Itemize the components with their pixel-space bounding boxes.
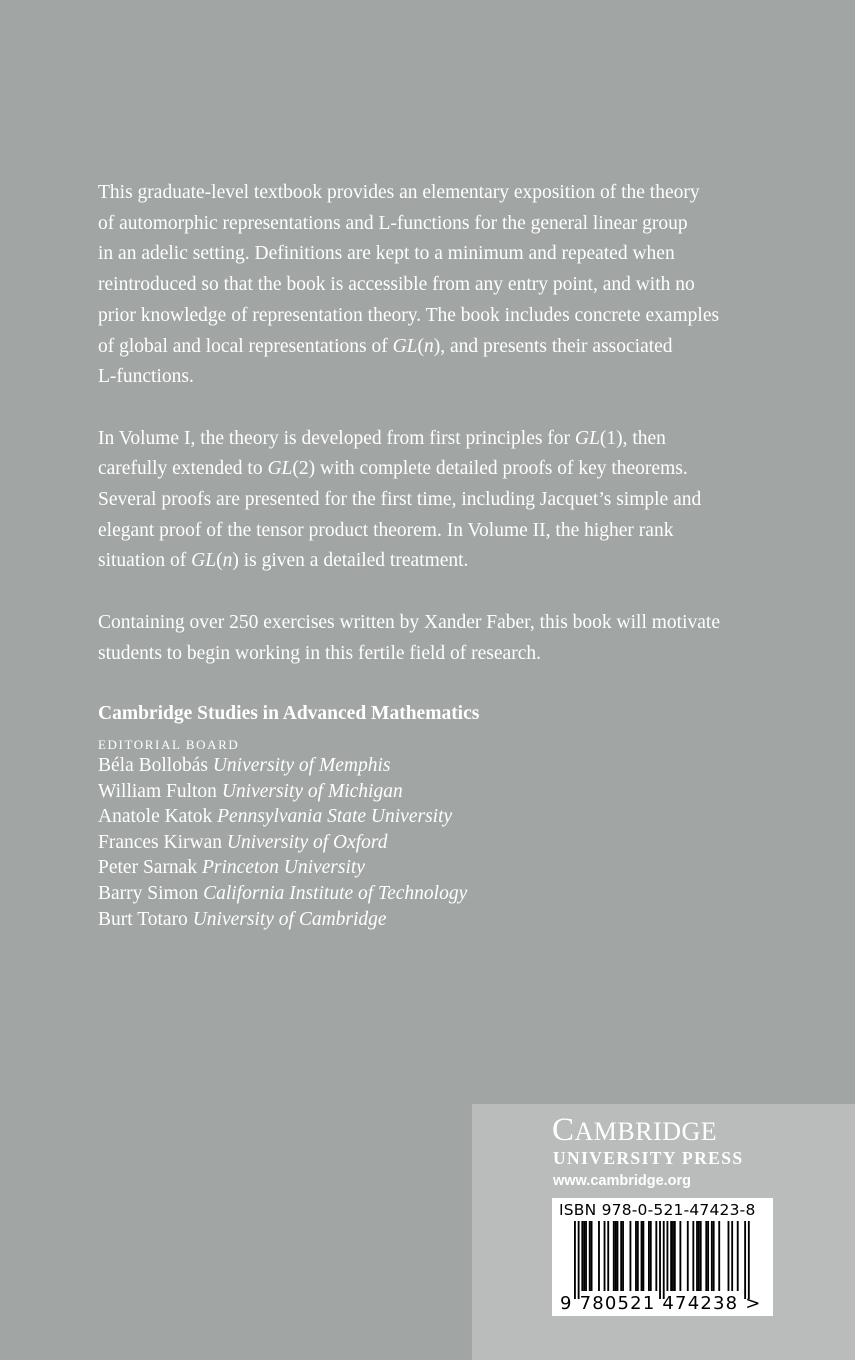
editor-name: Frances Kirwan [98,831,222,853]
barcode-bar [713,1221,715,1291]
blurb-line: students to begin working in this fertile field of research. [98,642,541,664]
barcode-bar [613,1221,615,1291]
editorial-board-list [98,753,798,932]
barcode-bar [574,1221,576,1299]
publisher-name-rest: AMBRIDGE [574,1117,718,1146]
blurb-line: Containing over 250 exercises written by Xander Faber, this book will motivate [98,611,721,633]
barcode-bar [635,1221,637,1291]
blurb-line: of automorphic representations and L-functions for the general linear group [98,212,688,234]
barcode-bar [637,1221,639,1291]
editor-affiliation: California Institute of Technology [203,882,468,904]
blurb-line: L-functions. [98,366,194,388]
barcode-bar [674,1221,676,1291]
barcode-bar [744,1221,746,1299]
barcode-bar [748,1221,750,1299]
editor-entry [98,804,798,830]
barcode-bar [672,1221,674,1291]
editor-entry [98,855,798,881]
barcode-bar [663,1221,665,1299]
isbn-barcode [552,1198,773,1316]
barcode-bar [659,1221,661,1299]
barcode-bar [622,1221,624,1291]
publisher-subtitle: UNIVERSITY PRESS [553,1148,744,1168]
editor-name: Burt Totaro [98,908,188,930]
editor-affiliation: University of Michigan [221,780,403,802]
barcode-bar [598,1221,600,1291]
barcode-bar [670,1221,672,1291]
barcode-bar [604,1221,606,1291]
barcode-bar [630,1221,632,1291]
editor-affiliation: University of Cambridge [192,908,387,930]
barcode-bar [696,1221,698,1291]
editor-entry [98,779,798,805]
blurb-line: situation of GL(n) is given a detailed treatment. [98,550,469,572]
editor-name: Béla Bollobás [98,755,208,776]
editor-entry [98,830,798,856]
isbn-label: ISBN 978-0-521-47423-8 [559,1201,756,1219]
editor-entry [98,753,798,779]
barcode-bar [583,1221,585,1291]
blurb-paragraph-3 [98,608,798,669]
barcode-bar [728,1221,730,1291]
editor-name: William Fulton [98,780,217,802]
barcode-bar [707,1221,709,1291]
barcode-bar [620,1221,622,1291]
barcode-bar [731,1221,733,1291]
blurb-line: In Volume I, the theory is developed from first principles for GL(1), then [98,427,666,449]
barcode-bar [581,1221,583,1291]
barcode-bar [641,1221,643,1291]
editorial-board-heading: EDITORIAL BOARD [98,737,240,752]
blurb-line: reintroduced so that the book is accessible from any entry point, and with no [98,274,695,296]
barcode-bar [642,1221,644,1291]
editor-entry [98,907,798,933]
barcode-bar [737,1221,739,1291]
barcode-bar [650,1221,652,1291]
editor-entry [98,881,798,907]
barcode-bar [589,1221,591,1291]
publisher-url: www.cambridge.org [553,1173,692,1189]
barcode-bar [705,1221,707,1291]
barcode-bar [617,1221,619,1291]
blurb-line: prior knowledge of representation theory. The book includes concrete examples [98,304,720,326]
editor-affiliation: University of Memphis [212,755,391,776]
blurb-line: elegant proof of the tensor product theorem. In Volume II, the higher rank [98,519,674,541]
barcode-bar [585,1221,587,1291]
back-cover-blurb [98,178,798,700]
barcode-bar [648,1221,650,1291]
barcode-bar [687,1221,689,1291]
editor-affiliation: Princeton University [201,857,365,879]
publisher-name-initial: C [552,1112,575,1148]
barcode-bar [679,1221,681,1291]
blurb-line: of global and local representations of GL(n), and presents their associated [98,335,673,357]
barcode-bar [711,1221,713,1291]
barcode-bar [607,1221,609,1291]
blurb-line: in an adelic setting. Definitions are kept to a minimum and repeated when [98,243,675,265]
barcode-bar [692,1221,694,1291]
blurb-paragraph-1 [98,178,798,393]
editor-affiliation: University of Oxford [226,831,388,853]
editor-affiliation: Pennsylvania State University [217,806,453,828]
editor-name: Barry Simon [98,882,199,904]
barcode-bar [655,1221,657,1291]
blurb-line: Several proofs are presented for the first time, including Jacquet’s simple and [98,489,702,511]
blurb-line: carefully extended to GL(2) with complete detailed proofs of key theorems. [98,458,688,480]
editor-name: Peter Sarnak [98,857,198,879]
barcode-digits: 9 780521 474238 > [560,1293,762,1314]
barcode-bar [698,1221,700,1291]
blurb-line: This graduate-level textbook provides an elementary exposition of the theory [98,182,700,203]
publisher-name [552,1110,717,1152]
barcode-bar [718,1221,720,1291]
editor-name: Anatole Katok [98,806,213,828]
barcode-bar [591,1221,593,1291]
blurb-paragraph-2 [98,424,798,578]
barcode-bar [667,1221,669,1291]
barcode-bar [700,1221,702,1291]
series-info [98,700,798,932]
barcode-bar [578,1221,580,1299]
publisher-panel [472,1104,855,1360]
series-title: Cambridge Studies in Advanced Mathematics [98,703,480,724]
barcode-bar [615,1221,617,1291]
